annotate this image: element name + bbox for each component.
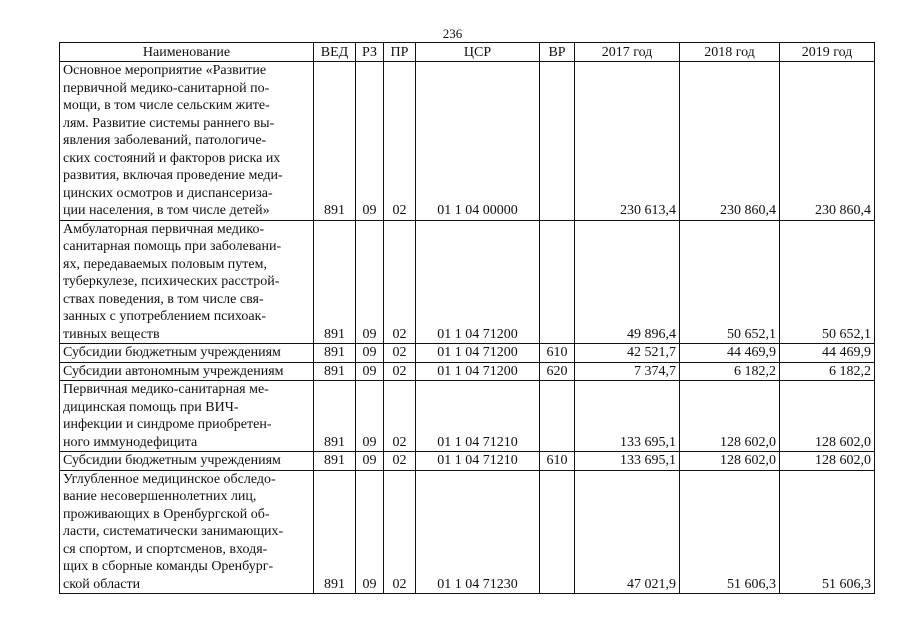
cell-rz: 09 <box>356 62 384 221</box>
name-line: ских состояний и факторов риска их <box>63 150 281 166</box>
cell-2017: 49 896,4 <box>575 220 680 344</box>
cell-2017: 42 521,7 <box>575 344 680 363</box>
cell-vr <box>540 220 575 344</box>
cell-2019: 230 860,4 <box>780 62 875 221</box>
cell-2019: 128 602,0 <box>780 381 875 452</box>
cell-2018: 51 606,3 <box>680 470 780 594</box>
table-row <box>60 381 875 452</box>
cell-name <box>60 362 314 381</box>
cell-2018: 230 860,4 <box>680 62 780 221</box>
cell-2018: 128 602,0 <box>680 381 780 452</box>
cell-2017: 133 695,1 <box>575 381 680 452</box>
name-line: Углубленное медицинское обследо- <box>63 471 276 487</box>
cell-pr: 02 <box>384 470 416 594</box>
cell-ved: 891 <box>314 470 356 594</box>
cell-rz: 09 <box>356 470 384 594</box>
cell-name <box>60 62 314 221</box>
cell-ved: 891 <box>314 62 356 221</box>
header-pr: ПР <box>384 43 416 62</box>
table-row <box>60 452 875 471</box>
header-name: Наименование <box>60 43 314 62</box>
cell-vr: 620 <box>540 362 575 381</box>
name-line: Субсидии автономным учреждениям <box>63 363 284 379</box>
name-line: Субсидии бюджетным учреждениям <box>63 453 281 468</box>
cell-2018: 50 652,1 <box>680 220 780 344</box>
cell-name <box>60 452 314 471</box>
cell-2017: 7 374,7 <box>575 362 680 381</box>
table-row <box>60 220 875 344</box>
name-line: ской области <box>63 576 141 592</box>
header-2018: 2018 год <box>680 43 780 62</box>
cell-name <box>60 220 314 344</box>
cell-csr: 01 1 04 71200 <box>416 220 540 344</box>
cell-name <box>60 381 314 452</box>
cell-2018: 6 182,2 <box>680 362 780 381</box>
cell-ved: 891 <box>314 452 356 471</box>
name-line: явления заболеваний, патологиче- <box>63 133 267 148</box>
cell-csr: 01 1 04 71210 <box>416 381 540 452</box>
cell-2018: 128 602,0 <box>680 452 780 471</box>
name-line: развития, включая проведение меди- <box>63 168 283 183</box>
cell-csr: 01 1 04 71200 <box>416 344 540 363</box>
name-line: лям. Развитие системы раннего вы- <box>63 115 275 131</box>
table-header <box>60 43 875 62</box>
cell-vr <box>540 470 575 594</box>
table-body <box>60 62 875 594</box>
header-row <box>60 43 875 62</box>
name-line: Основное мероприятие «Развитие <box>63 63 267 78</box>
cell-pr: 02 <box>384 452 416 471</box>
cell-rz: 09 <box>356 362 384 381</box>
cell-ved: 891 <box>314 362 356 381</box>
name-line: ях, передаваемых половым путем, <box>63 256 267 272</box>
budget-table <box>59 42 875 594</box>
cell-csr: 01 1 04 00000 <box>416 62 540 221</box>
cell-pr: 02 <box>384 62 416 221</box>
header-2017: 2017 год <box>575 43 680 62</box>
name-line: тивных веществ <box>63 326 160 342</box>
cell-2018: 44 469,9 <box>680 344 780 363</box>
cell-vr: 610 <box>540 452 575 471</box>
cell-2019: 51 606,3 <box>780 470 875 594</box>
page-number: 236 <box>442 26 463 41</box>
cell-rz: 09 <box>356 344 384 363</box>
name-line: первичной медико-санитарной по- <box>63 80 270 96</box>
cell-2017: 133 695,1 <box>575 452 680 471</box>
name-line: туберкулезе, психических расстрой- <box>63 274 280 289</box>
cell-pr: 02 <box>384 344 416 363</box>
cell-csr: 01 1 04 71230 <box>416 470 540 594</box>
cell-rz: 09 <box>356 452 384 471</box>
name-line: цинских осмотров и диспансериза- <box>63 185 273 201</box>
header-csr: ЦСР <box>416 43 540 62</box>
cell-2019: 44 469,9 <box>780 344 875 363</box>
cell-pr: 02 <box>384 220 416 344</box>
cell-vr <box>540 381 575 452</box>
name-line: ствах поведения, в том числе свя- <box>63 291 264 307</box>
table-row <box>60 470 875 594</box>
cell-vr: 610 <box>540 344 575 363</box>
cell-2019: 128 602,0 <box>780 452 875 471</box>
cell-vr <box>540 62 575 221</box>
cell-csr: 01 1 04 71200 <box>416 362 540 381</box>
name-line: санитарная помощь при заболевани- <box>63 239 282 254</box>
table-row <box>60 362 875 381</box>
table-row <box>60 62 875 221</box>
cell-ved: 891 <box>314 344 356 363</box>
cell-ved: 891 <box>314 381 356 452</box>
cell-rz: 09 <box>356 220 384 344</box>
name-line: ного иммунодефицита <box>63 434 198 450</box>
cell-csr: 01 1 04 71210 <box>416 452 540 471</box>
name-line: проживающих в Оренбургской об- <box>63 506 270 522</box>
header-rz: РЗ <box>356 43 384 62</box>
cell-pr: 02 <box>384 362 416 381</box>
cell-2019: 6 182,2 <box>780 362 875 381</box>
name-line: Субсидии бюджетным учреждениям <box>63 345 281 360</box>
name-line: занных с употреблением психоак- <box>63 309 267 324</box>
name-line: мощи, в том числе сельским жите- <box>63 98 270 113</box>
cell-2017: 47 021,9 <box>575 470 680 594</box>
cell-rz: 09 <box>356 381 384 452</box>
cell-2019: 50 652,1 <box>780 220 875 344</box>
name-line: щих в сборные команды Оренбург- <box>63 559 274 574</box>
cell-name <box>60 470 314 594</box>
name-line: дицинская помощь при ВИЧ- <box>63 399 239 415</box>
table-row <box>60 344 875 363</box>
cell-pr: 02 <box>384 381 416 452</box>
cell-ved: 891 <box>314 220 356 344</box>
name-line: Амбулаторная первичная медико- <box>63 221 265 237</box>
cell-name <box>60 344 314 363</box>
name-line: вание несовершеннолетних лиц, <box>63 489 257 504</box>
name-line: Первичная медико-санитарная ме- <box>63 382 269 397</box>
header-ved: ВЕД <box>314 43 356 62</box>
header-2019: 2019 год <box>780 43 875 62</box>
name-line: ции населения, в том числе детей» <box>63 203 270 218</box>
header-vr: ВР <box>540 43 575 62</box>
name-line: инфекции и синдроме приобретен- <box>63 417 272 432</box>
cell-2017: 230 613,4 <box>575 62 680 221</box>
name-line: ся спортом, и спортсменов, входя- <box>63 541 268 557</box>
name-line: ласти, систематически занимающих- <box>63 524 284 539</box>
